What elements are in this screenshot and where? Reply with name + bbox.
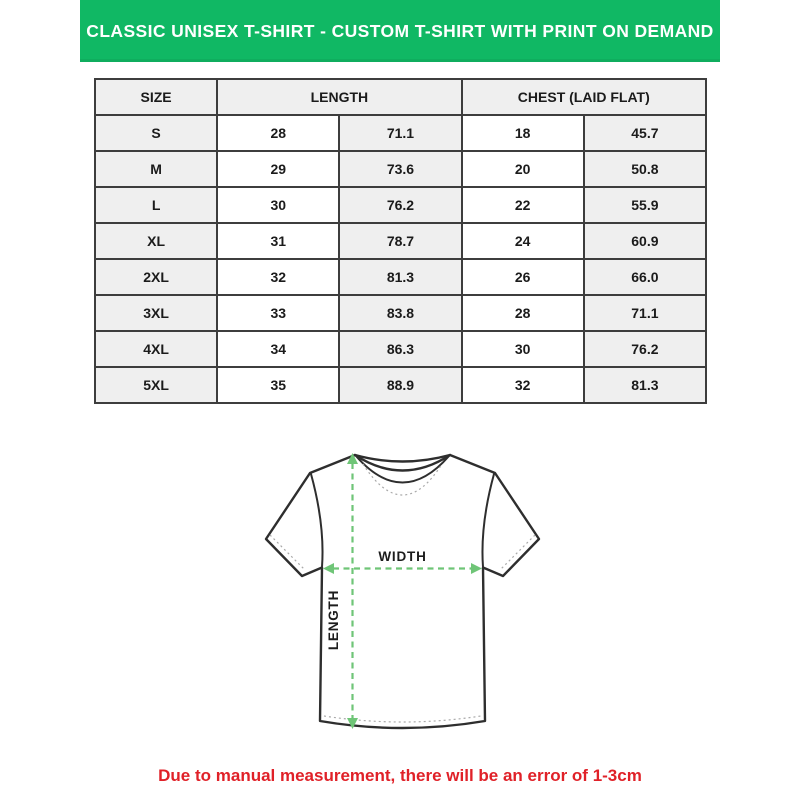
cell-size: 5XL bbox=[95, 367, 217, 403]
table-row bbox=[95, 115, 706, 151]
cell-size: L bbox=[95, 187, 217, 223]
length-label: LENGTH bbox=[326, 589, 341, 651]
cell-chest-in: 26 bbox=[462, 259, 584, 295]
cell-chest-in: 32 bbox=[462, 367, 584, 403]
cell-size: 3XL bbox=[95, 295, 217, 331]
measurement-error-note: Due to manual measurement, there will be an error of 1-3cm bbox=[158, 766, 642, 785]
cell-length-in: 33 bbox=[217, 295, 339, 331]
cell-length-cm: 86.3 bbox=[339, 331, 461, 367]
table-row bbox=[95, 259, 706, 295]
cell-chest-in: 22 bbox=[462, 187, 584, 223]
cell-chest-in: 18 bbox=[462, 115, 584, 151]
cell-length-in: 35 bbox=[217, 367, 339, 403]
cell-size: M bbox=[95, 151, 217, 187]
cell-length-cm: 76.2 bbox=[339, 187, 461, 223]
cell-chest-in: 20 bbox=[462, 151, 584, 187]
table-row bbox=[95, 295, 706, 331]
table-row bbox=[95, 151, 706, 187]
size-table-body bbox=[95, 115, 706, 403]
cell-length-in: 32 bbox=[217, 259, 339, 295]
cell-chest-cm: 66.0 bbox=[584, 259, 706, 295]
cell-length-cm: 81.3 bbox=[339, 259, 461, 295]
table-row bbox=[95, 187, 706, 223]
cell-length-cm: 73.6 bbox=[339, 151, 461, 187]
header-size: SIZE bbox=[95, 79, 217, 115]
cell-length-cm: 83.8 bbox=[339, 295, 461, 331]
table-header-row bbox=[95, 79, 706, 115]
cell-length-in: 29 bbox=[217, 151, 339, 187]
cell-size: 2XL bbox=[95, 259, 217, 295]
cell-size: XL bbox=[95, 223, 217, 259]
cell-chest-cm: 50.8 bbox=[584, 151, 706, 187]
cell-chest-cm: 71.1 bbox=[584, 295, 706, 331]
cell-size: S bbox=[95, 115, 217, 151]
cell-length-in: 30 bbox=[217, 187, 339, 223]
cell-length-in: 31 bbox=[217, 223, 339, 259]
cell-chest-in: 24 bbox=[462, 223, 584, 259]
width-label: WIDTH bbox=[378, 549, 427, 564]
tshirt-outline bbox=[266, 455, 539, 728]
page-title: CLASSIC UNISEX T-SHIRT - CUSTOM T-SHIRT WITH PRINT ON DEMAND bbox=[86, 20, 714, 41]
cell-chest-cm: 60.9 bbox=[584, 223, 706, 259]
cell-length-in: 34 bbox=[217, 331, 339, 367]
cell-length-cm: 78.7 bbox=[339, 223, 461, 259]
cell-size: 4XL bbox=[95, 331, 217, 367]
cell-chest-cm: 55.9 bbox=[584, 187, 706, 223]
size-table bbox=[94, 78, 707, 404]
header-chest: CHEST (LAID FLAT) bbox=[462, 79, 706, 115]
cell-chest-cm: 81.3 bbox=[584, 367, 706, 403]
cell-length-cm: 88.9 bbox=[339, 367, 461, 403]
cell-chest-in: 28 bbox=[462, 295, 584, 331]
header-length: LENGTH bbox=[217, 79, 461, 115]
tshirt-diagram-svg bbox=[250, 440, 555, 750]
cell-length-cm: 71.1 bbox=[339, 115, 461, 151]
cell-length-in: 28 bbox=[217, 115, 339, 151]
cell-chest-cm: 76.2 bbox=[584, 331, 706, 367]
table-row bbox=[95, 223, 706, 259]
title-banner bbox=[80, 0, 720, 62]
tshirt-measurement-diagram bbox=[250, 440, 555, 750]
cell-chest-in: 30 bbox=[462, 331, 584, 367]
table-row bbox=[95, 331, 706, 367]
cell-chest-cm: 45.7 bbox=[584, 115, 706, 151]
table-row bbox=[95, 367, 706, 403]
